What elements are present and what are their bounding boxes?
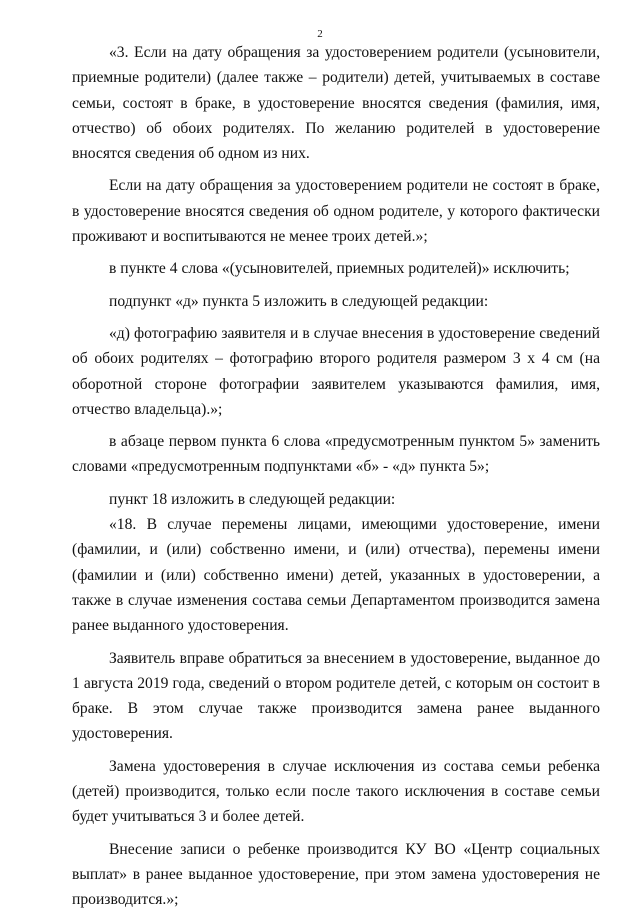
paragraph-point-18-intro: пункт 18 изложить в следующей редакции: [109, 490, 396, 508]
paragraph-second-parent-info: Заявитель вправе обратиться за внесением в удостоверение, выданное до 1 августа 2019 года, сведений о втором родителе детей, с которым он состоит в браке. В этом случае также производится замена ранее выданного удостоверения. [72, 649, 600, 743]
paragraph-point-4-amendment: в пункте 4 слова «(усыновителей, приемных родителей)» исключить; [109, 260, 570, 278]
paragraph-subpoint-d-intro: подпункт «д» пункта 5 изложить в следующей редакции: [109, 292, 489, 310]
paragraph-clause-3-unmarried-parents: Если на дату обращения за удостоверением родители не состоят в браке, в удостоверение вносятся сведения об одном родителе, у которого фактически проживают и воспитываются не менее троих детей.»; [72, 177, 600, 246]
paragraph-child-record-entry: Внесение записи о ребенке производится КУ ВО «Центр социальных выплат» в ранее выданное удостоверение, при этом замена удостоверения не производится.»; [72, 840, 600, 909]
paragraph-point-18-text: «18. В случае перемены лицами, имеющими удостоверение, имени (фамилии, и (или) собственно имени, и (или) отчества), перемены имени (фамилии и (или) собственно имени) детей, указанных в удостоверении, а также в случае изменения состава семьи Департаментом производится замена ранее выданного удостоверения. [72, 516, 600, 635]
paragraph-child-exclusion: Замена удостоверения в случае исключения из состава семьи ребенка (детей) производится, только если после такого исключения в составе семьи будет учитываться 3 и более детей. [72, 757, 600, 826]
document-body [72, 40, 600, 913]
paragraph-point-6-amendment: в абзаце первом пункта 6 слова «предусмотренным пунктом 5» заменить словами «предусмотренным подпунктами «б» - «д» пункта 5»; [72, 433, 600, 476]
page-number: 2 [317, 28, 323, 40]
paragraph-subpoint-d-text: «д) фотографию заявителя и в случае внесения в удостоверение сведений об обоих родителях – фотографию второго родителя размером 3 х 4 см (на оборотной стороне фотографии заявителем указываются фамилия, имя, отчество владельца).»; [72, 324, 600, 418]
paragraph-clause-3-married-parents: «3. Если на дату обращения за удостоверением родители (усыновители, приемные родители) (далее также – родители) детей, учитываемых в составе семьи, состоят в браке, в удостоверение вносятся сведения (фамилия, имя, отчество) об обоих родителях. По желанию родителей в удостоверение вносятся сведения об одном из них. [72, 44, 600, 163]
